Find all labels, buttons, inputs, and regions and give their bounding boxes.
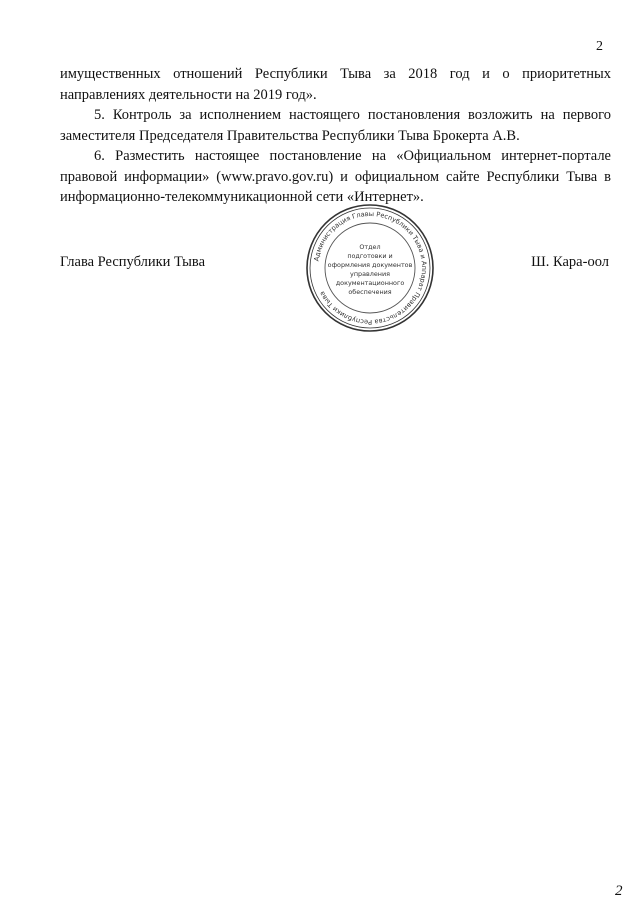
paragraph-5: 5. Контроль за исполнением настоящего постановления возложить на первого заместителя Председателя Правительства Республики Тыва Брокерта А.В. xyxy=(60,107,611,144)
paragraph-6: 6. Разместить настоящее постановление на «Официальном интернет-портале правовой информации» (www.pravo.gov.ru) и официальном сайте Республики Тыва в информационно-телекоммуникационной сети «Интернет». xyxy=(60,148,611,205)
paragraph-continuation: имущественных отношений Республики Тыва за 2018 год и о приоритетных направлениях деятельности на 2019 год». xyxy=(60,66,611,103)
stamp-inner-text xyxy=(328,243,413,296)
official-stamp xyxy=(305,203,435,333)
svg-text:управления: управления xyxy=(350,270,390,278)
page-number: 2 xyxy=(596,39,603,54)
stamp-outer-text: Администрация Главы Республики Тыва и Аппарат Правительства Республики Тыва xyxy=(312,209,429,327)
svg-text:Отдел: Отдел xyxy=(359,243,381,251)
svg-text:подготовки и: подготовки и xyxy=(347,252,393,260)
handwritten-page-mark: 2 xyxy=(615,883,623,899)
svg-text:обеспечения: обеспечения xyxy=(348,288,392,296)
svg-text:документационного: документационного xyxy=(335,279,405,287)
svg-text:оформления документов: оформления документов xyxy=(327,261,413,269)
document-body xyxy=(60,64,611,208)
signature-title: Глава Республики Тыва xyxy=(60,254,206,270)
signature-name: Ш. Кара-оол xyxy=(531,254,609,270)
